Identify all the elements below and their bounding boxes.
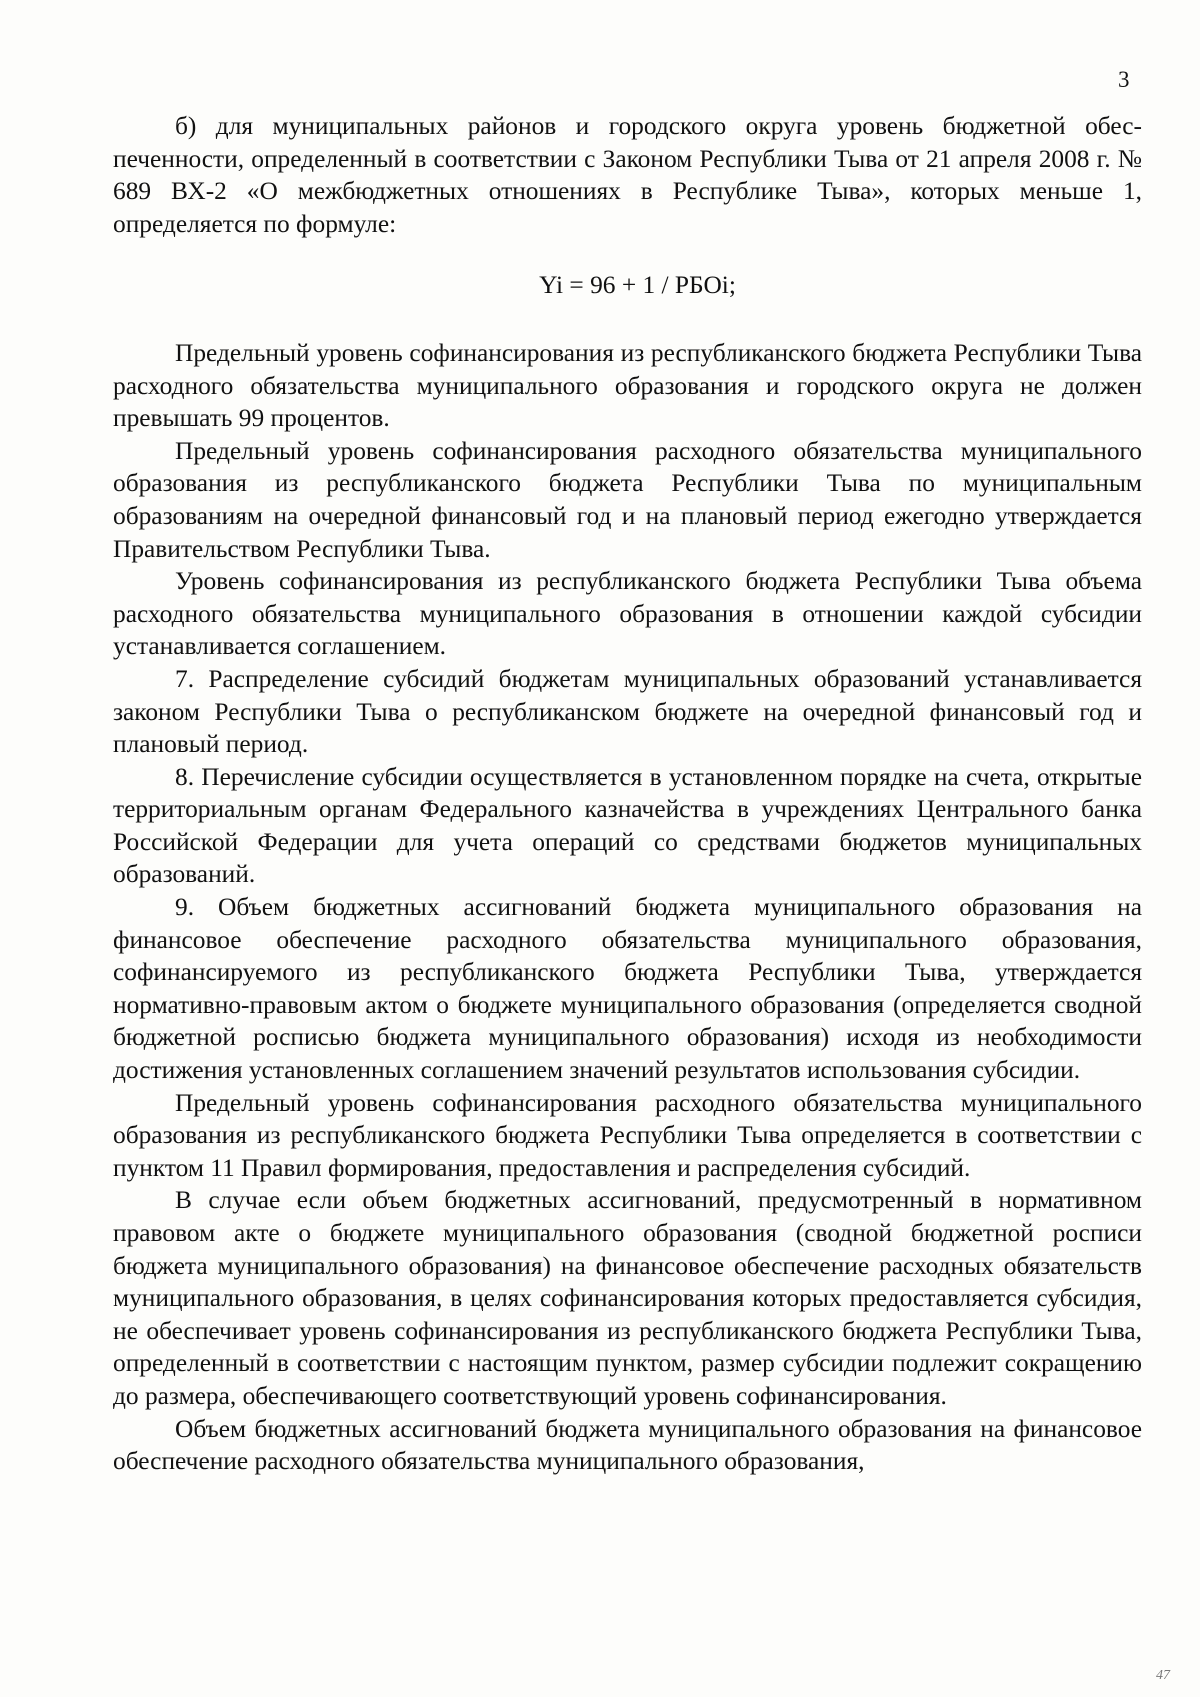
paragraph-item-8: 8. Перечисление субсидии осуществляется в установленном порядке на счета, открытые территориальным органам Федерального казначейства в учреждениях Центрального банка Российской Федерации для учета операций со средствами бюджетов муниципальных образований.	[113, 762, 1142, 889]
paragraph: Предельный уровень софинансирования расходного обязательства муниципального образования из республиканского бюджета Республики Тыва определяется в соответствии с пунктом 11 Правил формирования, предоставления и распределения субсидий.	[113, 1088, 1142, 1182]
handwritten-mark: 47	[1156, 1668, 1170, 1683]
page-number: 3	[1118, 67, 1130, 92]
paragraph-item-9: 9. Объем бюджетных ассигнований бюджета муниципального образования на финансовое обеспечение расходного обязательства муниципального образования, софинансируемого из республиканского бюджета Республики Тыва, утверждается нормативно-правовым актом о бюджете муниципального образования (определяется сводной бюджетной росписью бюджета муниципального образования) исходя из необходимости достижения установленных соглашением значений результатов использования субсидии.	[113, 893, 1142, 1085]
paragraph: Уровень софинансирования из республиканского бюджета Республики Тыва объема расходного обязательства муниципального образования в отношении каждой субсидии устанавливается соглашением.	[113, 567, 1142, 661]
paragraph: Предельный уровень софинансирования из республиканского бюджета Республики Тыва расходного обязательства муниципального образования и городского округа не должен превышать 99 процентов.	[113, 338, 1142, 433]
paragraph: Предельный уровень софинансирования расходного обязательства муниципального образования из республиканского бюджета Республики Тыва по муниципальным образованиям на очередной финансовый год и на плановый период ежегодно утверждается Правительством Республики Тыва.	[113, 436, 1142, 563]
paragraph: Объем бюджетных ассигнований бюджета муниципального образования на финансовое обеспечение расходного обязательства муниципального образования,	[113, 1414, 1142, 1476]
paragraph: б) для муниципальных районов и городского округа уровень бюджетной обеспеченности, определенный в соответствии с Законом Республики Тыва от 21 апреля 2008 г. № 689 ВХ-2 «О межбюджетных отношениях в Республике Тыва», которых меньше 1, определяется по формуле:	[113, 112, 1142, 238]
paragraph-item-7: 7. Распределение субсидий бюджетам муниципальных образований устанавливается законом Республики Тыва о республиканском бюджете на очередной финансовый год и плановый период.	[113, 664, 1142, 759]
formula: Yi = 96 + 1 / РБОi;	[539, 271, 736, 300]
document-body	[113, 110, 1142, 1478]
paragraph: В случае если объем бюджетных ассигнований, предусмотренный в нормативном правовом акте о бюджете муниципального образования (сводной бюджетной росписи бюджета муниципального образования) на финансовое обеспечение расходных обязательств муниципального образования, в целях софинансирования которых предоставляется субсидия, не обеспечивает уровень софинансирования из республиканского бюджета Республики Тыва, определенный в соответствии с настоящим пунктом, размер субсидии подлежит сокращению до размера, обеспечивающего соответствующий уровень софинансирования.	[113, 1186, 1142, 1410]
